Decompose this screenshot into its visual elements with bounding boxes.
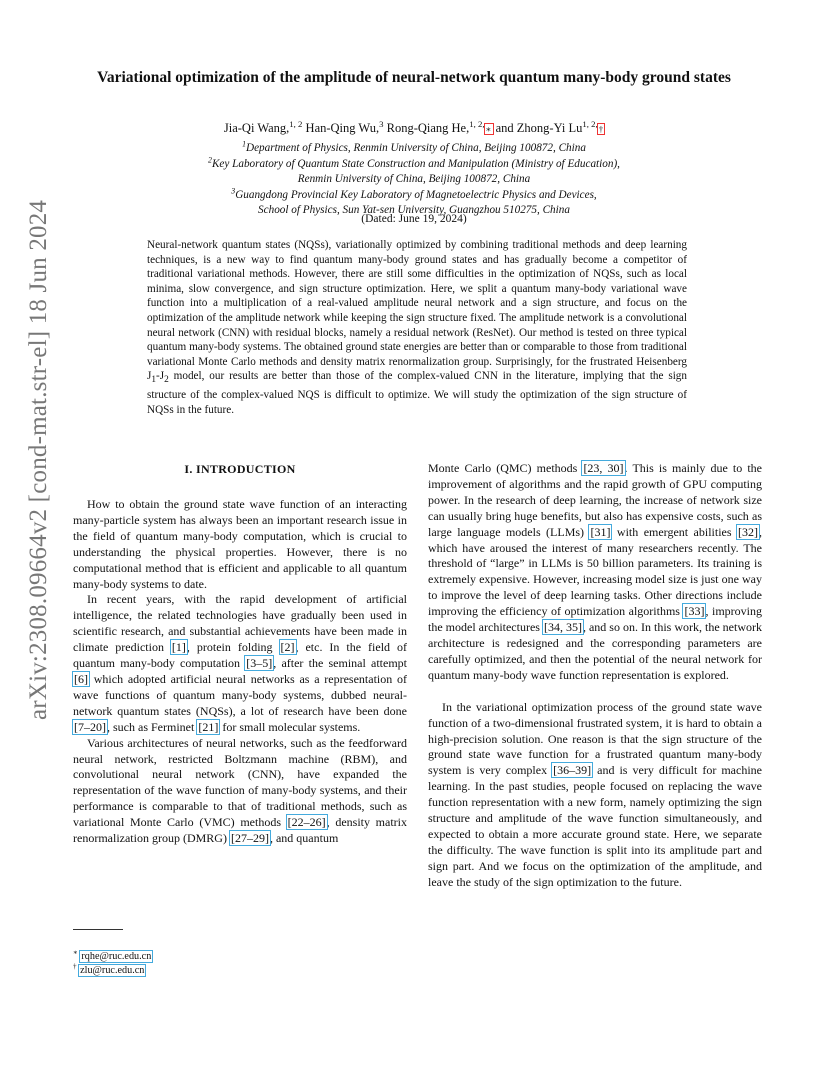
footnote <box>73 950 273 964</box>
text: which adopted artificial neural networks as a representation of wave functions of quantum many-body systems, dubbed neural-network quantum states (NQSs), a lot of research have been done <box>73 671 407 718</box>
text: Various architectures of neural networks, such as the feedforward neural network, restricted Boltzmann machine (RBM), and convolutional neural network (CNN), have expanded the representation of the wave function of many-body systems, and their performance is comparable to that of traditional methods, such as variational Monte Carlo (VMC) methods <box>73 735 407 830</box>
citation-link[interactable]: [22–26] <box>287 815 326 830</box>
text: In the variational optimization process of the ground state wave function of a two-dimensional frustrated system, it is hard to obtain a high-precision solution. One reason is that the sign structure of the ground state wave function for a frustrated quantum many-body system is very complex <box>428 699 762 778</box>
text: for small molecular systems. <box>219 719 361 734</box>
text: with emergent abilities <box>611 524 737 539</box>
subscript: 1 <box>151 375 157 386</box>
author-affil-sup: 3 <box>379 118 384 129</box>
subscript: 2 <box>164 375 169 386</box>
paper-title: Variational optimization of the amplitude of neural-network quantum many-body ground states <box>97 69 731 86</box>
text: In recent years, with the rapid development of artificial intelligence, the related technologies have gradually been used in scientific research, and substantial achievements have been made in climate prediction <box>73 592 407 655</box>
author-list <box>80 118 748 136</box>
citation-link[interactable]: [27–29] <box>230 831 269 846</box>
paragraph <box>73 592 407 735</box>
footnote-rule <box>73 929 123 930</box>
left-column <box>73 497 407 847</box>
citation-link[interactable]: [32] <box>738 524 758 539</box>
affiliations <box>80 141 748 219</box>
citation-link[interactable]: [6] <box>74 671 88 686</box>
abstract <box>147 238 687 417</box>
author-name: Jia-Qi Wang, <box>223 121 290 135</box>
citation-link[interactable]: [21] <box>198 719 219 734</box>
affil-text: Renmin University of China, Beijing 100872, China <box>297 173 531 185</box>
text: , density matrix renormalization group (DMRG) <box>73 815 407 846</box>
right-column <box>428 461 762 891</box>
author-name: Han-Qing Wu, <box>305 121 380 135</box>
text: , improving the model architectures <box>428 604 762 635</box>
citation-link[interactable]: [7–20] <box>74 719 106 734</box>
affil-text: Department of Physics, Renmin University of China, Beijing 100872, China <box>245 142 586 154</box>
footnote-link-dagger[interactable]: † <box>598 124 604 134</box>
text: Monte Carlo (QMC) methods <box>428 461 583 475</box>
paragraph: How to obtain the ground state wave function of an interacting many-particle system has always been an important research issue in the field of quantum many-body computation, which is crucial to understanding the physical properties. However, there is no computational method that is efficient and applicable to all quantum many-body systems to date. <box>73 497 407 591</box>
text: , and so on. In this work, the network architecture is redesigned and the corresponding parameters are carefully optimized, and then the potential of the neural network for quantum many-body wave function representation is explored. <box>428 620 762 682</box>
author-name: and Zhong-Yi Lu <box>495 121 583 135</box>
author-affil-sup: 1, 2 <box>289 118 303 129</box>
citation-link[interactable]: [34, 35] <box>543 620 582 635</box>
text: , such as Ferminet <box>107 719 198 734</box>
citation-link[interactable]: [36–39] <box>553 763 592 778</box>
paragraph <box>428 461 762 684</box>
text: and is very difficult for machine learning. In the past studies, people focused on replacing the wave function representation with a new form, namely optimizing the sign structure and amplitude of the wave function simultaneously, and expected to obtain a more accurate ground state. Here, we separate the difficulty. The wave function is split into its amplitude part and sign part. And we focus on the optimization of the amplitude, and leave the study of the sign optimization to the future. <box>428 763 762 889</box>
affil-num: 1 <box>242 139 246 149</box>
footnote-link-star[interactable]: ∗ <box>485 124 492 134</box>
abstract-text: -J <box>156 370 165 383</box>
footnote-mark: ∗ <box>73 948 78 957</box>
text: , protein folding <box>186 640 280 655</box>
citation-link[interactable]: [1] <box>171 640 186 655</box>
text: , etc. In the field of quantum many-body computation <box>73 640 407 671</box>
affil-num: 3 <box>231 185 236 195</box>
affil-num: 2 <box>208 154 212 164</box>
citation-link[interactable]: [33] <box>684 604 705 619</box>
footnote-mark: † <box>73 962 77 971</box>
affil-text: Guangdong Provincial Key Laboratory of Magnetoelectric Physics and Devices, <box>235 188 597 201</box>
text: , after the seminal attempt <box>273 656 408 671</box>
citation-link[interactable]: [3–5] <box>246 656 273 671</box>
footnotes <box>73 950 273 977</box>
affil-text: School of Physics, Sun Yat-sen University, Guangzhou 510275, China <box>258 204 570 216</box>
paragraph <box>73 736 407 847</box>
date-line: (Dated: June 19, 2024) <box>361 213 467 225</box>
spacer <box>428 684 762 700</box>
author-name: Rong-Qiang He, <box>386 121 470 135</box>
email-link[interactable]: zlu@ruc.edu.cn <box>80 964 145 976</box>
text: . This is mainly due to the improvement of algorithms and the rapid growth of GPU computing power. In the research of deep learning, the increase of network size can usually bring huge benefits, but also has expensive costs, such as large language models (LLMs) <box>428 461 762 539</box>
abstract-text: model, our results are better than those of the complex-valued CNN in the literature, implying that the sign structure of the complex-valued NQS is difficult to optimize. We will study the optimization of the sign structure of NQSs in the future. <box>147 370 687 416</box>
citation-link[interactable]: [31] <box>590 524 611 539</box>
abstract-text: Neural-network quantum states (NQSs), variationally optimized by combining traditional methods and deep learning techniques, is a new way to find quantum many-body ground states and has gradually become a competitor of traditional variational methods. However, there are still some difficulties in the optimization of NQSs, such as local minima, slow convergence, and sign structure optimization. Here, we split a quantum many-body variational wave function into a multiplication of a real-valued amplitude neural network and a sign structure, and focus on the optimization of the amplitude network while keeping the sign structure fixed. The amplitude network is a convolutional neural network (CNN) with residual blocks, namely a residual network (ResNet). Our method is tested on three typical quantum many-body systems. The obtained ground state energies are better than or comparable to those from traditional variational Monte Carlo methods and density matrix renormalization group. Surprisingly, for the frustrated Heisenberg J <box>147 239 687 383</box>
footnote <box>73 964 273 978</box>
paragraph <box>428 700 762 891</box>
email-link[interactable]: rqhe@ruc.edu.cn <box>81 951 152 962</box>
affiliation-line <box>80 185 748 204</box>
text: , and quantum <box>269 831 339 846</box>
citation-link[interactable]: [23, 30] <box>583 461 624 475</box>
author-affil-sup: 1, 2, <box>582 118 598 129</box>
arxiv-stamp: arXiv:2308.09664v2 [cond-mat.str-el] 18 Jun 2024 <box>25 199 52 720</box>
affiliation-line <box>80 172 748 188</box>
section-heading: I. INTRODUCTION <box>184 462 296 476</box>
author-affil-sup: 1, 2, <box>469 118 485 129</box>
affil-text: Key Laboratory of Quantum State Construction and Manipulation (Ministry of Education), <box>211 157 620 170</box>
citation-link[interactable]: [2] <box>280 640 295 655</box>
affiliation-line <box>80 141 748 157</box>
text: , which have aroused the interest of many researchers recently. The threshold of “large” in LLMs is 50 billion parameters. Its training is extremely expensive. However, increasing model size is just one way to improve the level of deep learning tasks. Other directions include improving the efficiency of optimization algorithms <box>428 524 762 619</box>
affiliation-line <box>80 154 748 173</box>
